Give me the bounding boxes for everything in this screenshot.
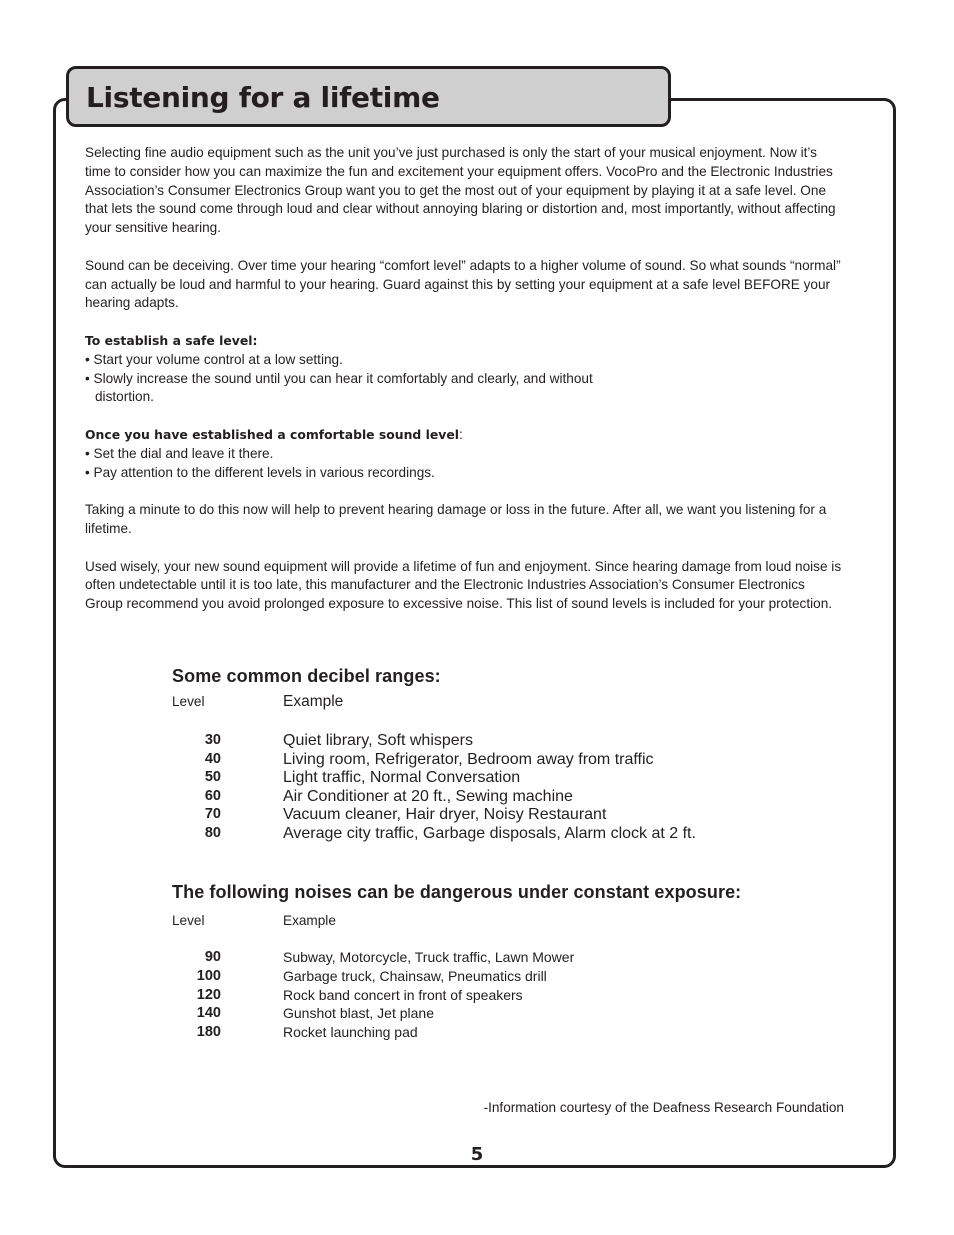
- example-column-header: Example: [283, 693, 344, 710]
- table-header: [172, 913, 872, 933]
- table-row: [172, 751, 872, 770]
- safe-level-heading: To establish a safe level:: [85, 332, 258, 348]
- table-row: [172, 825, 872, 844]
- decibel-level: 90: [204, 949, 221, 965]
- noise-example: Quiet library, Soft whispers: [283, 732, 473, 749]
- decibel-level: 140: [196, 1005, 221, 1022]
- table-row: [172, 968, 872, 987]
- intro-paragraph: Selecting fine audio equipment such as the unit you’ve just purchased is only the start of your musical enjoyment. Now it’s time to consider how you can maximize the fun and excitement your equipment offers. VocoPro and the Electronic Industries Association’s Consumer Electronics Group want you to get the most out of your equipment by playing it at a safe level. One that lets the sound come through loud and clear without annoying blaring or distortion and, most importantly, without affecting your sensitive hearing.: [85, 145, 836, 236]
- table-header: [172, 694, 872, 714]
- page-title: Listening for a lifetime: [86, 81, 440, 114]
- noise-example: Vacuum cleaner, Hair dryer, Noisy Restaurant: [283, 806, 607, 824]
- decibel-level: 60: [204, 787, 221, 804]
- table-row: [172, 1024, 872, 1043]
- noise-example: Rock band concert in front of speakers: [283, 986, 523, 1003]
- list-item: • Set the dial and leave it there.: [85, 445, 274, 461]
- safe-level-list: [85, 351, 845, 407]
- table-row: [172, 806, 872, 825]
- prevention-paragraph: Taking a minute to do this now will help to prevent hearing damage or loss in the future. After all, we want you listening for a lifetime.: [85, 502, 827, 536]
- danger-decibel-table: [172, 882, 872, 1043]
- decibel-level: 70: [204, 806, 221, 823]
- noise-example: Subway, Motorcycle, Truck traffic, Lawn Mower: [283, 949, 575, 965]
- list-item: • Pay attention to the different levels in various recordings.: [85, 464, 435, 480]
- noise-example: Average city traffic, Garbage disposals, Alarm clock at 2 ft.: [283, 824, 696, 842]
- decibel-level: 180: [196, 1024, 221, 1041]
- noise-example: Garbage truck, Chainsaw, Pneumatics drill: [283, 967, 547, 984]
- common-decibel-table: [172, 666, 872, 844]
- noise-example: Air Conditioner at 20 ft., Sewing machine: [283, 787, 573, 805]
- table-row: [172, 1005, 872, 1024]
- noise-example: Living room, Refrigerator, Bedroom away from traffic: [283, 750, 654, 768]
- body-text: [85, 144, 845, 633]
- table-row: [172, 987, 872, 1006]
- danger-table-heading: The following noises can be dangerous under constant exposure:: [172, 882, 742, 902]
- noise-example: Light traffic, Normal Conversation: [283, 769, 521, 787]
- example-column-header: Example: [283, 913, 336, 928]
- common-table-heading: Some common decibel ranges:: [172, 666, 441, 686]
- table-row: [172, 788, 872, 807]
- comfort-level-heading: Once you have established a comfortable sound level:: [85, 426, 463, 442]
- list-item: distortion.: [95, 389, 154, 405]
- table-row: [172, 949, 872, 968]
- noise-example: Rocket launching pad: [283, 1024, 418, 1041]
- level-column-header: Level: [172, 694, 205, 709]
- decibel-level: 80: [204, 824, 221, 841]
- list-item: • Start your volume control at a low setting.: [85, 351, 343, 367]
- source-credit: -Information courtesy of the Deafness Research Foundation: [483, 1100, 844, 1115]
- decibel-level: 30: [204, 732, 221, 748]
- noise-example: Gunshot blast, Jet plane: [283, 1005, 434, 1022]
- usage-paragraph: Used wisely, your new sound equipment will provide a lifetime of fun and enjoyment. Since hearing damage from loud noise is often undetectable until it is too late, this manufacturer and the Electronic Industries Association’s Consumer Electronics Group recommend you avoid prolonged exposure to excessive noise. This list of sound levels is included for your protection.: [85, 558, 842, 612]
- decibel-level: 40: [204, 750, 221, 767]
- decibel-level: 100: [196, 967, 221, 984]
- list-item: • Slowly increase the sound until you can hear it comfortably and clearly, and without: [85, 370, 593, 386]
- table-row: [172, 732, 872, 751]
- decibel-level: 50: [204, 769, 221, 786]
- decibel-level: 120: [196, 986, 221, 1003]
- page-number: 5: [470, 1144, 484, 1165]
- comfort-level-list: [85, 445, 845, 483]
- title-banner: [66, 66, 671, 127]
- comfort-paragraph: Sound can be deceiving. Over time your hearing “comfort level” adapts to a higher volume of sound. So what sounds “normal” can actually be loud and harmful to your hearing. Guard against this by setting your equipment at a safe level BEFORE your hearing adapts.: [85, 257, 841, 311]
- table-row: [172, 769, 872, 788]
- level-column-header: Level: [172, 913, 205, 928]
